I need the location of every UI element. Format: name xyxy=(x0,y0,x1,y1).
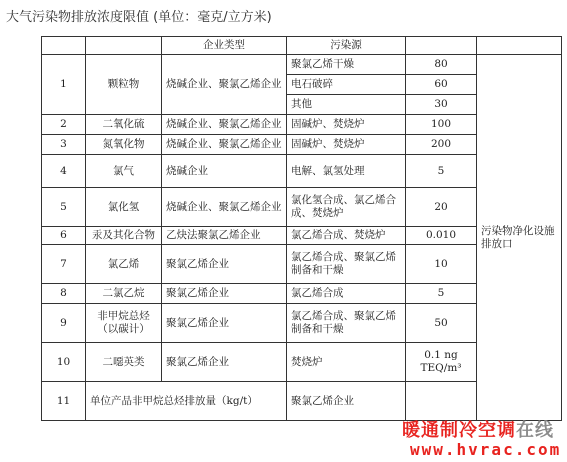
row-limit: 5 xyxy=(406,284,477,304)
row-enterprise: 聚氯乙烯企业 xyxy=(162,343,287,382)
header-pollution-source: 污染源 xyxy=(287,37,406,55)
row-source: 电解、氯氢处理 xyxy=(287,155,406,188)
row-enterprise: 烧碱企业、聚氯乙烯企业 xyxy=(162,115,287,135)
row-source: 氯化氢合成、氯乙烯合成、焚烧炉 xyxy=(287,188,406,227)
header-limit xyxy=(406,37,477,55)
row-pollutant: 二噁英类 xyxy=(86,343,162,382)
header-pollutant xyxy=(86,37,162,55)
header-enterprise-type: 企业类型 xyxy=(162,37,287,55)
row-enterprise: 烧碱企业、聚氯乙烯企业 xyxy=(162,135,287,155)
row-no: 7 xyxy=(42,245,86,284)
row-limit: 60 xyxy=(406,75,477,95)
row-source: 氯乙烯合成 xyxy=(287,284,406,304)
row-pollutant: 单位产品非甲烷总烃排放量（kg/t） xyxy=(86,382,287,421)
row-source: 固碱炉、焚烧炉 xyxy=(287,115,406,135)
header-no xyxy=(42,37,86,55)
row-limit: 50 xyxy=(406,304,477,343)
row-no: 1 xyxy=(42,55,86,115)
monitoring-point-cell: 污染物净化设施排放口 xyxy=(477,55,562,421)
row-source: 聚氯乙烯企业 xyxy=(287,382,406,421)
row-enterprise: 乙炔法聚氯乙烯企业 xyxy=(162,227,287,245)
row-no: 4 xyxy=(42,155,86,188)
row-limit: 0.1 ng TEQ/m³ xyxy=(406,343,477,382)
row-limit: 100 xyxy=(406,115,477,135)
emission-limits-table xyxy=(41,36,562,421)
row-pollutant: 氯化氢 xyxy=(86,188,162,227)
row-pollutant: 汞及其化合物 xyxy=(86,227,162,245)
row-limit: 0.010 xyxy=(406,227,477,245)
table-caption: 大气污染物排放浓度限值 (单位：毫克/立方米) xyxy=(6,10,272,25)
row-no: 10 xyxy=(42,343,86,382)
row-enterprise: 烧碱企业、聚氯乙烯企业 xyxy=(162,188,287,227)
table-row xyxy=(42,55,562,75)
row-limit: 20 xyxy=(406,188,477,227)
row-pollutant: 颗粒物 xyxy=(86,55,162,115)
row-pollutant: 非甲烷总烃（以碳计） xyxy=(86,304,162,343)
row-source: 氯乙烯合成、焚烧炉 xyxy=(287,227,406,245)
row-source: 焚烧炉 xyxy=(287,343,406,382)
row-enterprise: 烧碱企业 xyxy=(162,155,287,188)
row-pollutant: 氯乙烯 xyxy=(86,245,162,284)
row-limit: 10 xyxy=(406,245,477,284)
row-enterprise: 烧碱企业、聚氯乙烯企业 xyxy=(162,55,287,115)
row-limit xyxy=(406,382,477,421)
row-no: 8 xyxy=(42,284,86,304)
row-no: 9 xyxy=(42,304,86,343)
row-pollutant: 二氯乙烷 xyxy=(86,284,162,304)
row-limit: 30 xyxy=(406,95,477,115)
row-no: 3 xyxy=(42,135,86,155)
watermark-brand-gray: 在线 xyxy=(516,420,554,441)
header-monitoring xyxy=(477,37,562,55)
row-no: 2 xyxy=(42,115,86,135)
watermark-url: www.hvrac.com xyxy=(410,440,562,459)
row-source: 氯乙烯合成、聚氯乙烯制备和干燥 xyxy=(287,304,406,343)
row-source: 固碱炉、焚烧炉 xyxy=(287,135,406,155)
row-source: 其他 xyxy=(287,95,406,115)
row-source: 聚氯乙烯干燥 xyxy=(287,55,406,75)
row-pollutant: 氯气 xyxy=(86,155,162,188)
row-pollutant: 二氧化硫 xyxy=(86,115,162,135)
watermark-brand-red: 暖通制冷空调 xyxy=(402,420,516,441)
row-limit: 80 xyxy=(406,55,477,75)
row-limit: 5 xyxy=(406,155,477,188)
row-pollutant: 氮氧化物 xyxy=(86,135,162,155)
row-no: 6 xyxy=(42,227,86,245)
row-no: 11 xyxy=(42,382,86,421)
row-no: 5 xyxy=(42,188,86,227)
header-row xyxy=(42,37,562,55)
row-enterprise: 聚氯乙烯企业 xyxy=(162,284,287,304)
row-enterprise: 聚氯乙烯企业 xyxy=(162,245,287,284)
row-source: 氯乙烯合成、聚氯乙烯制备和干燥 xyxy=(287,245,406,284)
row-enterprise: 聚氯乙烯企业 xyxy=(162,304,287,343)
row-source: 电石破碎 xyxy=(287,75,406,95)
row-limit: 200 xyxy=(406,135,477,155)
watermark-logo xyxy=(402,416,554,442)
